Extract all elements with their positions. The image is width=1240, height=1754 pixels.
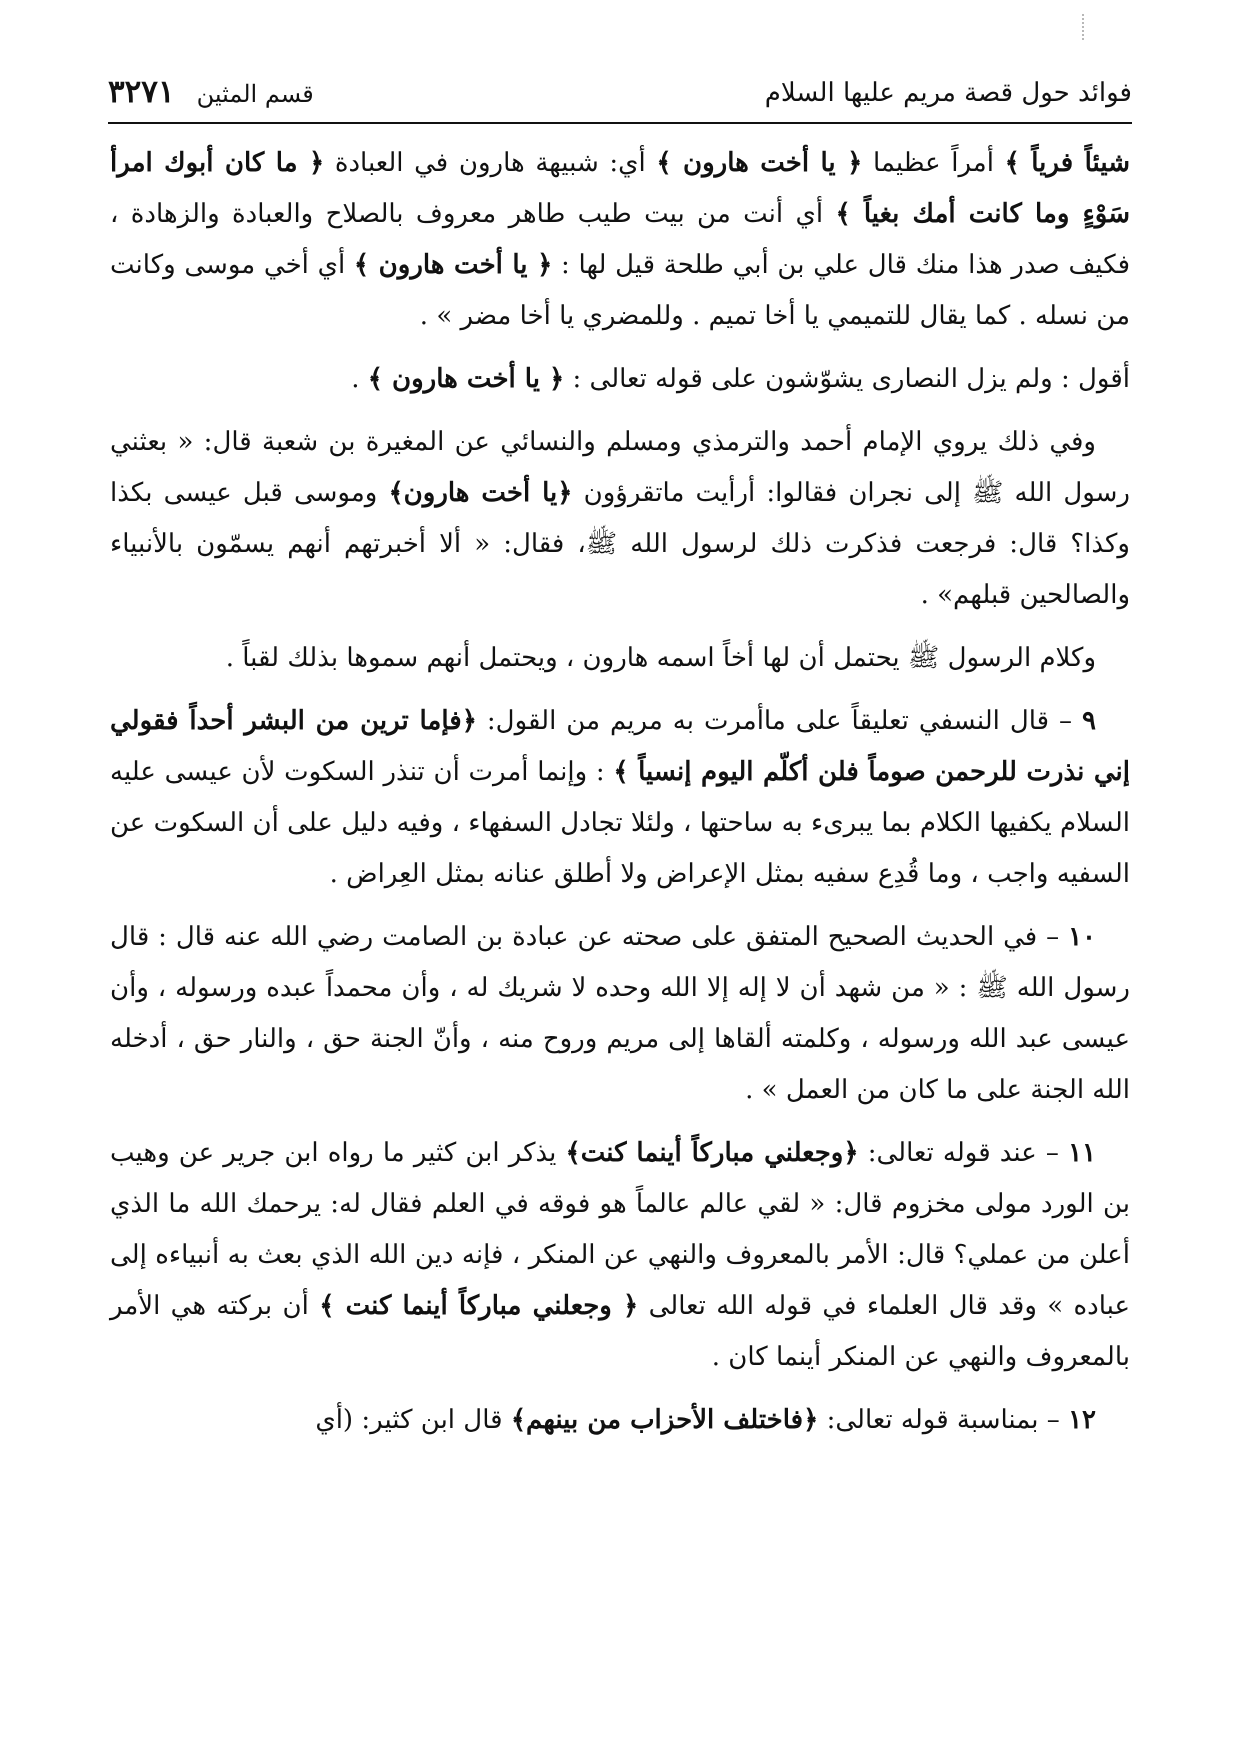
quran-quote: ﴿ يا أخت هارون ﴾ — [367, 364, 565, 394]
quran-quote: ﴿ يا أخت هارون ﴾ — [656, 148, 863, 178]
text-run: أقول : ولم يزل النصارى يشوّشون على قوله تعالى : — [564, 364, 1130, 394]
quran-quote: ﴿يا أخت هارون﴾ — [388, 478, 573, 508]
point-number: ٩ — [1082, 706, 1097, 736]
text-run: – في الحديث الصحيح المتفق على صحته عن عبادة بن الصامت رضي الله عنه قال : قال رسول الله ﷺ : « من شهد أن لا إله إلا الله وحده لا شريك له ، وأن محمداً عبده ورسوله ، وأن عيسى عبد الله ورسوله ، وكلمته ألقاها إلى مريم وروح منه ، وأنّ الجنة حق ، والنار حق ، أدخله الله الجنة على ما كان من العمل » . — [110, 922, 1130, 1105]
point-number: ١١ — [1068, 1138, 1096, 1168]
page-number: ٣٢٧١ — [108, 74, 175, 110]
running-title: فوائد حول قصة مريم عليها السلام — [764, 78, 1132, 108]
point-9 — [110, 696, 1130, 900]
page-header — [108, 72, 1132, 120]
page-info — [108, 74, 314, 110]
section-name: قسم المثين — [196, 80, 314, 108]
point-10 — [110, 912, 1130, 1116]
quran-quote: ﴿ وجعلني مباركاً أينما كنت ﴾ — [319, 1291, 639, 1321]
text-run: وموسى قبل عيسى بكذا وكذا؟ قال: فرجعت فذكرت ذلك لرسول الله ﷺ، فقال: « ألا أخبرتهم أنهم يسمّون بالأنبياء والصالحين قبلهم» . — [110, 478, 1130, 610]
text-run: : وإنما أمرت أن تنذر السكوت لأن عيسى عليه السلام يكفيها الكلام بما يبرىء به ساحتها ، ولئلا تجادل السفهاء ، وفيه دليل على أن السكوت عن السفيه واجب ، وما قُدِع سفيه بمثل الإعراض ولا أطلق عنانه بمثل العِراض . — [110, 757, 1130, 889]
paragraph-1 — [110, 138, 1130, 342]
page-body — [110, 138, 1130, 1458]
quran-quote: ﴿فاختلف الأحزاب من بينهم﴾ — [510, 1405, 819, 1435]
quran-quote: ﴿فإما ترين من البشر أحداً فقولي إني نذرت للرحمن صوماً فلن أكلّم اليوم إنسياً ﴾ — [110, 706, 1130, 787]
point-number: ١٢ — [1068, 1405, 1096, 1435]
text-run: أي: شبيهة هارون في العبادة — [324, 148, 657, 178]
text-run: يذكر ابن كثير ما رواه ابن جرير عن وهيب بن الورد مولى مخزوم قال: « لقي عالم عالماً هو فوقه في العلم فقال له: يرحمك الله ما الذي أعلن من عملي؟ قال: الأمر بالمعروف والنهي عن المنكر ، فإنه دين الله الذي بعث به أنبياءه إلى عباده » وقد قال العلماء في قوله الله تعالى — [110, 1138, 1130, 1321]
text-run: أن بركته هي الأمر بالمعروف والنهي عن المنكر أينما كان . — [110, 1291, 1130, 1372]
text-run: – بمناسبة قوله تعالى: — [818, 1405, 1069, 1435]
header-rule — [108, 122, 1132, 124]
point-number: ١٠ — [1068, 922, 1097, 952]
paragraph-3 — [110, 417, 1130, 621]
corner-scan-mark — [1082, 14, 1090, 40]
text-run: أي أنت من بيت طيب طاهر معروف بالصلاح والعبادة والزهادة ، فكيف صدر هذا منك قال علي بن أبي طلحة قيل لها : — [110, 199, 1130, 280]
paragraph-4 — [110, 633, 1130, 684]
point-11 — [110, 1128, 1130, 1383]
text-run: – عند قوله تعالى: — [858, 1138, 1069, 1168]
paragraph-2 — [110, 354, 1130, 405]
point-12 — [110, 1395, 1130, 1446]
quran-quote: ﴿وجعلني مباركاً أينما كنت﴾ — [565, 1138, 859, 1168]
quran-quote: ﴿ يا أخت هارون ﴾ — [353, 250, 553, 280]
text-run: أمراً عظيما — [862, 148, 1005, 178]
text-run: . — [351, 364, 368, 394]
text-run: وكلام الرسول ﷺ يحتمل أن لها أخاً اسمه هارون ، ويحتمل أنهم سموها بذلك لقباً . — [225, 643, 1096, 673]
text-run: وفي ذلك يروي الإمام أحمد والترمذي ومسلم والنسائي عن المغيرة بن شعبة قال: « بعثني رسول الله ﷺ إلى نجران فقالوا: أرأيت ماتقرؤون — [110, 427, 1130, 508]
text-run: أي أخي موسى وكانت من نسله . كما يقال للتميمي يا أخا تميم . وللمضري يا أخا مضر » . — [110, 250, 1130, 331]
text-run: قال ابن كثير: (أي — [315, 1405, 511, 1435]
quran-quote: ﴿ ما كان أبوك امرأ سَوْءٍ وما كانت أمك بغياً ﴾ — [110, 148, 1131, 229]
text-run: – قال النسفي تعليقاً على ماأمرت به مريم من القول: — [476, 706, 1083, 736]
quran-quote: شيئاً فرياً ﴾ — [1004, 148, 1131, 178]
